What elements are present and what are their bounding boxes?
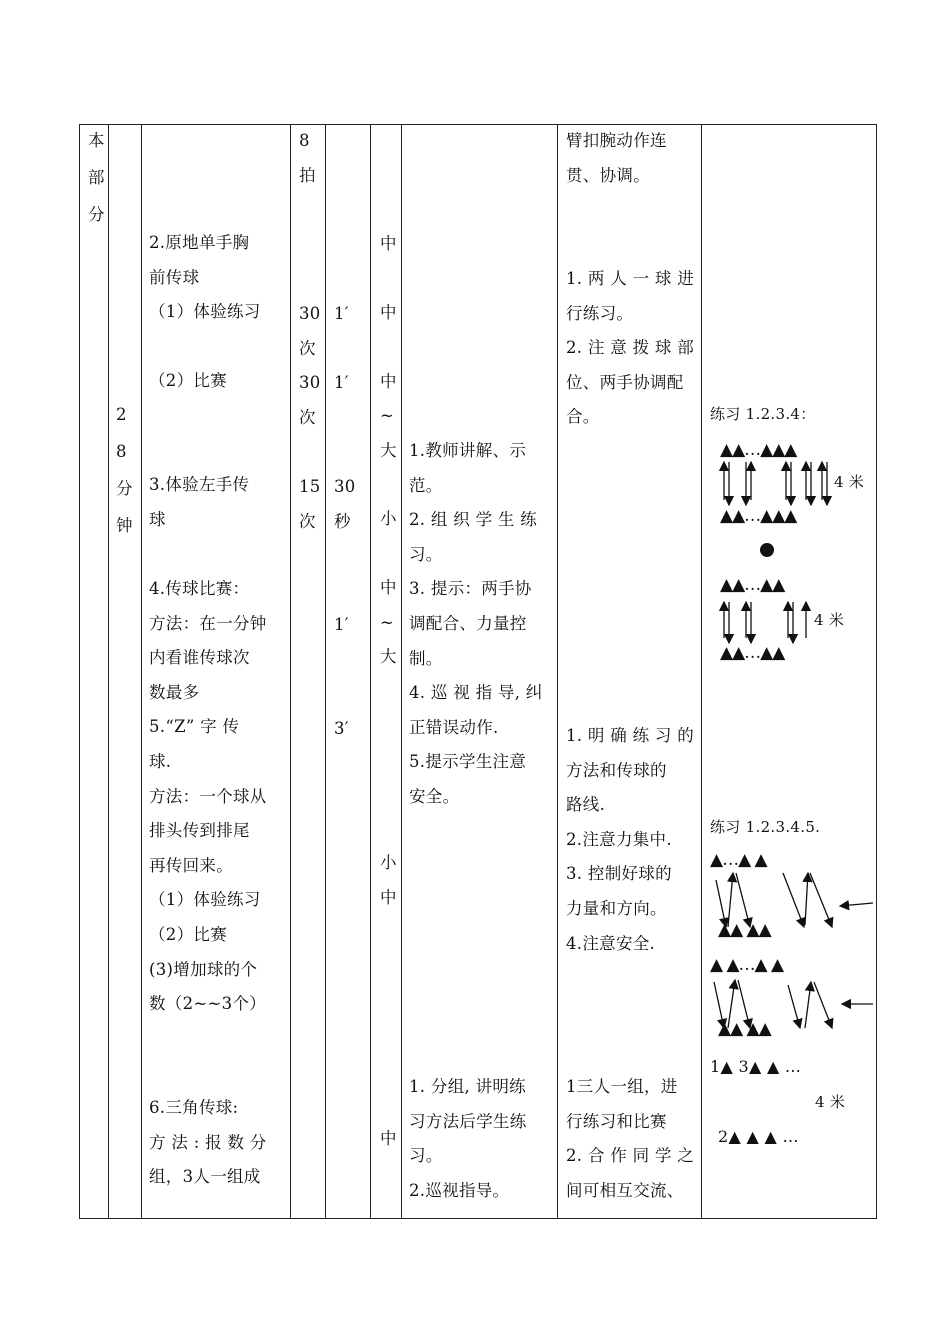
teacher-line: 1.教师讲解、示 xyxy=(409,441,527,460)
content-line: 数（2~~3个） xyxy=(149,994,267,1014)
student-line: 1. 两 人 一 球 进 xyxy=(566,269,695,288)
intensity-value: 小 xyxy=(380,853,397,873)
time-value: 1′ xyxy=(334,304,349,323)
content-line: (3)增加球的个 xyxy=(149,959,258,979)
intensity-value: 中 xyxy=(380,887,397,907)
content-line: 内看谁传球次 xyxy=(149,648,250,668)
intensity-value: 小 xyxy=(380,509,397,529)
content-line: 3.体验左手传 xyxy=(149,475,250,495)
teacher-line: 3. 提示：两手协 xyxy=(409,579,532,599)
teacher-line: 制。 xyxy=(409,648,443,668)
formation-row: ▲▲…▲▲ xyxy=(720,575,785,595)
student-line: 行练习和比赛 xyxy=(566,1111,667,1131)
distance-label: 4 米 xyxy=(815,1093,846,1111)
intensity-value: ~ xyxy=(380,612,395,632)
practice1-label: 练习 1.2.3.4： xyxy=(710,405,816,423)
count-value: 30 xyxy=(299,373,321,393)
content-line: 2.原地单手胸 xyxy=(149,233,250,252)
intensity-value: 中 xyxy=(380,371,397,391)
student-line: 方法和传球的 xyxy=(566,760,667,780)
teacher-line: 习。 xyxy=(409,544,443,564)
teacher-line: 1. 分组, 讲明练 xyxy=(409,1077,526,1096)
section-char: 部 xyxy=(88,168,105,187)
student-line: 2.注意力集中. xyxy=(566,829,672,849)
formation-row: ▲▲…▲▲▲ xyxy=(720,506,797,526)
teacher-line: 安全。 xyxy=(409,787,460,806)
student-line: 合。 xyxy=(566,407,600,427)
content-line: 排头传到排尾 xyxy=(149,821,250,841)
student-line: 1. 明 确 练 习 的 xyxy=(566,726,695,745)
pass-arrows xyxy=(714,462,873,1028)
student-line: 贯、协调。 xyxy=(566,165,650,185)
time-value: 1′ xyxy=(334,373,349,393)
student-line: 臂扣腕动作连 xyxy=(566,131,667,150)
student-line: 行练习。 xyxy=(566,303,634,323)
intensity-value: 大 xyxy=(380,440,397,460)
content-line: （1）体验练习 xyxy=(149,890,261,910)
intensity-value: 中 xyxy=(380,234,397,254)
content-line: 球. xyxy=(149,752,172,771)
time-value: 秒 xyxy=(334,511,351,531)
student-line: 间可相互交流、 xyxy=(566,1180,684,1200)
intensity-value: 中 xyxy=(380,578,397,598)
content-line: 6.三角传球: xyxy=(149,1098,239,1117)
teacher-line: 习方法后学生练 xyxy=(409,1111,527,1131)
z-formation-row: ▲▲ ▲▲ xyxy=(718,1019,771,1039)
content-line: 前传球 xyxy=(149,267,200,287)
distance-label: 4 米 xyxy=(814,611,845,629)
ball-marker xyxy=(760,543,774,557)
triangle-row: 2▲ ▲ ▲ … xyxy=(718,1127,799,1146)
z-formation-row: ▲▲ ▲▲ xyxy=(718,920,771,940)
teacher-line: 范。 xyxy=(409,475,443,495)
teacher-line: 5.提示学生注意 xyxy=(409,752,527,772)
teacher-line: 正错误动作. xyxy=(409,717,499,737)
student-line: 2. 合 作 同 学 之 xyxy=(566,1146,695,1166)
count-value: 30 xyxy=(299,304,321,323)
content-line: 方法：在一分钟 xyxy=(149,613,267,633)
content-line: 4.传球比赛： xyxy=(149,579,250,598)
z-formation-row: ▲ ▲…▲ ▲ xyxy=(710,955,784,975)
content-line: 数最多 xyxy=(149,682,200,702)
intensity-value: 大 xyxy=(380,647,397,666)
time-value: 1′ xyxy=(334,615,349,635)
z-formation-row: ▲…▲ ▲ xyxy=(710,850,767,870)
time-value: 30 xyxy=(334,477,356,496)
teacher-line: 调配合、力量控 xyxy=(409,614,527,633)
intensity-value: 中 xyxy=(380,303,397,322)
time-value: 3′ xyxy=(334,719,349,739)
duration-char: 钟 xyxy=(116,516,133,535)
formation-row: ▲▲…▲▲▲ xyxy=(720,440,797,460)
teacher-line: 习。 xyxy=(409,1146,443,1166)
triangle-row: 1▲ 3▲ ▲ … xyxy=(710,1057,802,1076)
duration-char: 8 xyxy=(116,442,127,461)
section-char: 分 xyxy=(88,205,105,224)
practice2-label: 练习 1.2.3.4.5. xyxy=(710,818,821,836)
content-line: 方法：一个球从 xyxy=(149,786,267,806)
count-value: 次 xyxy=(299,407,316,427)
student-line: 位、两手协调配 xyxy=(566,372,684,392)
count-value: 拍 xyxy=(299,165,316,185)
content-line: 5.“Z” 字 传 xyxy=(149,717,240,737)
intensity-value: 中 xyxy=(380,1128,397,1148)
formation-row: ▲▲…▲▲ xyxy=(720,643,785,663)
teacher-line: 2.巡视指导。 xyxy=(409,1180,510,1200)
count-value: 8 xyxy=(299,131,310,150)
student-line: 4.注意安全. xyxy=(566,933,656,953)
content-line: 组，3人一组成 xyxy=(149,1167,261,1187)
content-line: 方 法 : 报 数 分 xyxy=(149,1132,267,1152)
distance-label: 4 米 xyxy=(834,473,865,491)
content-line: （1）体验练习 xyxy=(149,302,261,322)
student-line: 1三人一组，进 xyxy=(566,1077,678,1096)
content-line: （2）比赛 xyxy=(149,925,227,944)
student-line: 2. 注 意 拨 球 部 xyxy=(566,338,695,358)
intensity-value: ~ xyxy=(380,406,395,426)
teacher-line: 4. 巡 视 指 导, 纠 xyxy=(409,683,543,703)
content-line: （2）比赛 xyxy=(149,371,227,391)
student-line: 路线. xyxy=(566,795,606,815)
count-value: 次 xyxy=(299,511,316,531)
student-line: 力量和方向。 xyxy=(566,899,667,918)
content-line: 球 xyxy=(149,509,166,529)
count-value: 次 xyxy=(299,338,316,358)
content-line: 再传回来。 xyxy=(149,855,233,875)
student-line: 3. 控制好球的 xyxy=(566,864,672,884)
duration-char: 2 xyxy=(116,405,127,424)
section-char: 本 xyxy=(88,131,105,150)
duration-char: 分 xyxy=(116,479,133,498)
teacher-line: 2. 组 织 学 生 练 xyxy=(409,510,538,530)
count-value: 15 xyxy=(299,477,321,496)
